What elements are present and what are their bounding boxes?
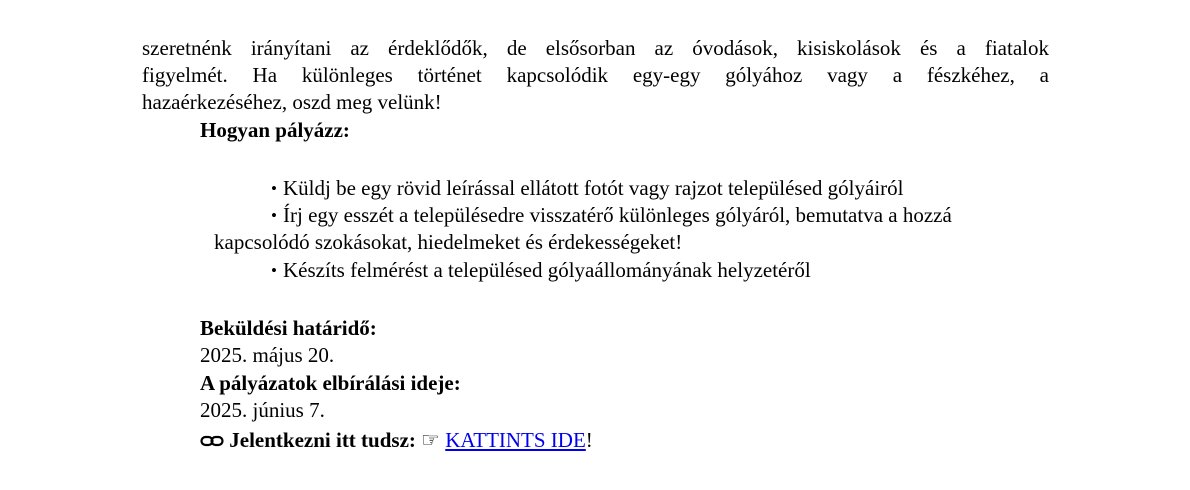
signup-line: [200, 427, 593, 454]
intro-line: hazaérkezéséhez, oszd meg velünk!: [142, 90, 442, 114]
how-to-apply-heading: Hogyan pályázz:: [200, 118, 350, 142]
evaluation-label: A pályázatok elbírálási ideje:: [200, 371, 461, 395]
list-item-continuation: kapcsolódó szokásokat, hiedelmeket és érdekességeket!: [214, 230, 683, 254]
list-item-text: Írj egy esszét a településedre visszatérő különleges gólyáról, bemutatva a hozzá: [283, 203, 952, 227]
deadline-label: Beküldési határidő:: [200, 316, 377, 340]
bullet-icon: •: [271, 206, 277, 225]
list-item: [271, 175, 903, 202]
link-icon: [200, 427, 224, 454]
signup-label: Jelentkezni itt tudsz:: [229, 428, 416, 452]
evaluation-value: 2025. június 7.: [200, 398, 325, 422]
intro-line: szeretnénk irányítani az érdeklődők, de elsősorban az óvodások, kisiskolások és a fiatalok: [142, 36, 1049, 60]
list-item: [271, 202, 952, 229]
signup-suffix: !: [585, 428, 593, 452]
intro-line: figyelmét. Ha különleges történet kapcsolódik egy-egy gólyához vagy a fészkéhez, a: [142, 63, 1049, 87]
list-item: [271, 257, 811, 284]
bullet-icon: •: [271, 261, 277, 280]
signup-link[interactable]: KATTINTS IDE: [445, 428, 586, 452]
bullet-icon: •: [271, 179, 277, 198]
list-item-text: Készíts felmérést a településed gólyaállományának helyzetéről: [283, 258, 811, 282]
intro-paragraph: [142, 35, 1049, 116]
list-item-text: Küldj be egy rövid leírással ellátott fotót vagy rajzot településed gólyáiról: [283, 176, 904, 200]
deadline-value: 2025. május 20.: [200, 343, 335, 367]
pointing-hand-icon: ☞: [421, 428, 440, 452]
